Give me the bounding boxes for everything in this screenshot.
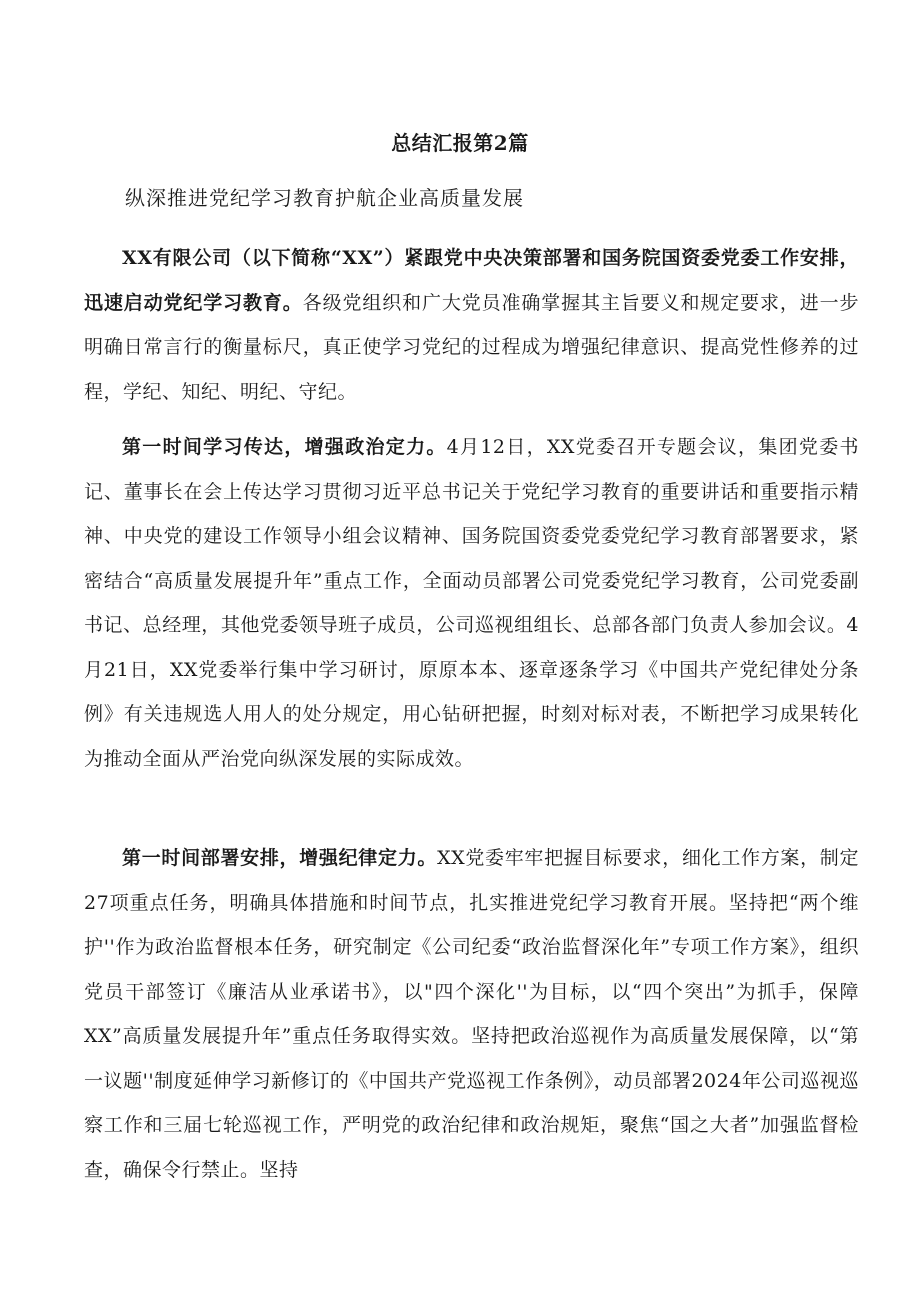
paragraph-lead: 第一时间部署安排，增强纪律定力。 [122, 847, 438, 869]
paragraph-text: 4月12日，XX党委召开专题会议，集团党委书记、董事长在会上传达学习贯彻习近平总书记关于党纪学习教育的重要讲话和重要指示精神、中央党的建设工作领导小组会议精神、国务院国资委党委党纪学习教育部署要求，紧密结合“高质量发展提升年”重点工作，全面动员部署公司党委党纪学习教育，公司党委副书记、总经理，其他党委领导班子成员，公司巡视组组长、总部各部门负责人参加会议。4月21日，XX党委举行集中学习研讨，原原本本、逐章逐条学习《中国共产党纪律处分条例》有关违规选人用人的处分规定，用心钻研把握，时刻对标对表，不断把学习成果转化为推动全面从严治党向纵深发展的实际成效。 [84, 436, 859, 770]
document-title: 总结汇报第2篇 [391, 131, 529, 155]
paragraph-deployment [84, 836, 859, 1192]
paragraph-text: 各级党组织和广大党员准确掌握其主旨要义和规定要求，进一步明确日常言行的衡量标尺，真正使学习党纪的过程成为增强纪律意识、提高党性修养的过程，学纪、知纪、明纪、守纪。 [84, 291, 859, 403]
paragraph-intro [84, 236, 859, 414]
paragraph-lead: 第一时间学习传达，增强政治定力。 [122, 436, 447, 458]
paragraph-study [84, 425, 859, 781]
document-subtitle: 纵深推进党纪学习教育护航企业高质量发展 [125, 186, 524, 210]
paragraph-text: XX党委牢牢把握目标要求，细化工作方案，制定27项重点任务，明确具体措施和时间节点，扎实推进党纪学习教育开展。坚持把“两个维护''作为政治监督根本任务，研究制定《公司纪委“政治监督深化年”专项工作方案》，组织党员干部签订《廉洁从业承诺书》，以"四个深化''为目标，以“四个突出”为抓手，保障XX”高质量发展提升年”重点任务取得实效。坚持把政治巡视作为高质量发展保障，以“第一议题''制度延伸学习新修订的《中国共产党巡视工作条例》，动员部署2024年公司巡视巡察工作和三届七轮巡视工作，严明党的政治纪律和政治规矩，聚焦“国之大者”加强监督检查，确保令行禁止。坚持 [84, 847, 859, 1181]
paragraph-lead: XX有限公司（以下简称“XX”）紧跟党中央决策部署和国务院国资委党委工作安排，迅速启动党纪学习教育。 [84, 247, 859, 314]
